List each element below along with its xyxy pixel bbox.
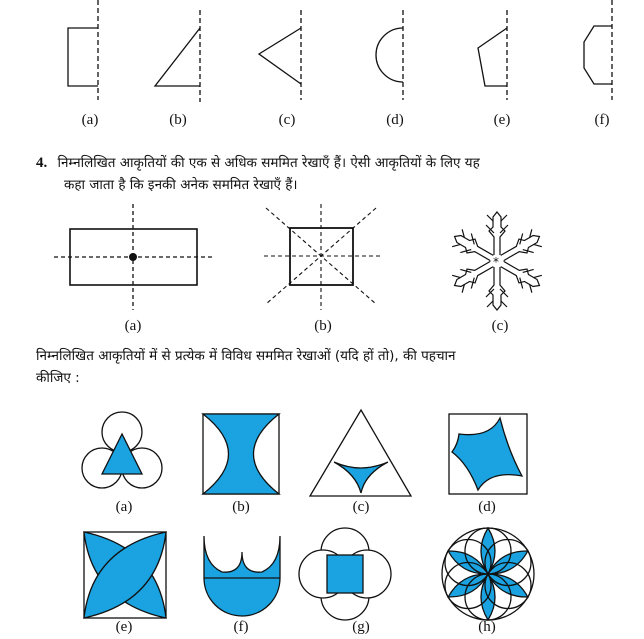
svg-text:*: * xyxy=(493,255,499,269)
tulip-shape-figure xyxy=(204,536,280,616)
row1-label-a: (a) xyxy=(81,112,99,128)
three-circles-triangle-figure xyxy=(82,412,162,488)
row1-label-e: (e) xyxy=(493,112,511,128)
question-number: 4. xyxy=(36,155,48,171)
exercise-line-2: कीजिए : xyxy=(36,370,80,386)
square-crossed-leaves-figure xyxy=(84,532,166,618)
row3-label-d: (d) xyxy=(478,499,496,515)
row4-label-e: (e) xyxy=(115,619,133,635)
flower-of-life-figure xyxy=(442,528,534,620)
row1-label-d: (d) xyxy=(386,112,404,128)
half-circle-figure xyxy=(376,10,403,100)
row1-label-b: (b) xyxy=(169,112,187,128)
row4-label-h: (h) xyxy=(478,619,496,635)
row1-label-c: (c) xyxy=(278,112,296,128)
half-rectangle-figure xyxy=(68,0,98,100)
square-hourglass-figure xyxy=(203,414,279,494)
row3-label-b: (b) xyxy=(232,499,250,515)
exercise-instruction xyxy=(36,345,636,389)
half-triangle-figure xyxy=(155,10,200,102)
row3-label-a: (a) xyxy=(115,499,133,515)
snowflake-figure xyxy=(449,212,545,310)
square-four-axes-figure xyxy=(264,204,380,310)
question-line-2: कहा जाता है कि इनकी अनेक सममित रेखाएँ हैं। xyxy=(64,177,298,193)
row3-label-c: (c) xyxy=(352,499,370,515)
four-circles-square-figure xyxy=(299,528,391,620)
row4-label-f: (f) xyxy=(233,619,249,635)
row4-label-g: (g) xyxy=(352,619,370,635)
row4-figures xyxy=(0,524,644,624)
row2-figures xyxy=(0,200,644,320)
question-line-1: निम्नलिखित आकृतियों की एक से अधिक सममित रेखाएँ हैं। ऐसी आकृतियों के लिए यह xyxy=(57,155,480,171)
row2-label-c: (c) xyxy=(491,318,509,334)
half-arrowhead-figure xyxy=(259,10,301,100)
row1-label-f: (f) xyxy=(594,112,610,128)
row2-label-b: (b) xyxy=(314,318,332,334)
square-curved-shape-figure xyxy=(449,414,527,494)
row2-label-a: (a) xyxy=(124,318,142,334)
row3-figures xyxy=(0,404,644,504)
exercise-line-1: निम्नलिखित आकृतियों में से प्रत्येक में विविध सममित रेखाओं (यदि हों तो), की पहचान xyxy=(36,348,456,364)
rectangle-two-axes-figure xyxy=(54,204,212,310)
half-polygon-figure xyxy=(478,10,507,100)
half-octagon-figure xyxy=(584,0,612,100)
question-4 xyxy=(36,152,636,196)
triangle-curved-inner-figure xyxy=(310,410,411,496)
